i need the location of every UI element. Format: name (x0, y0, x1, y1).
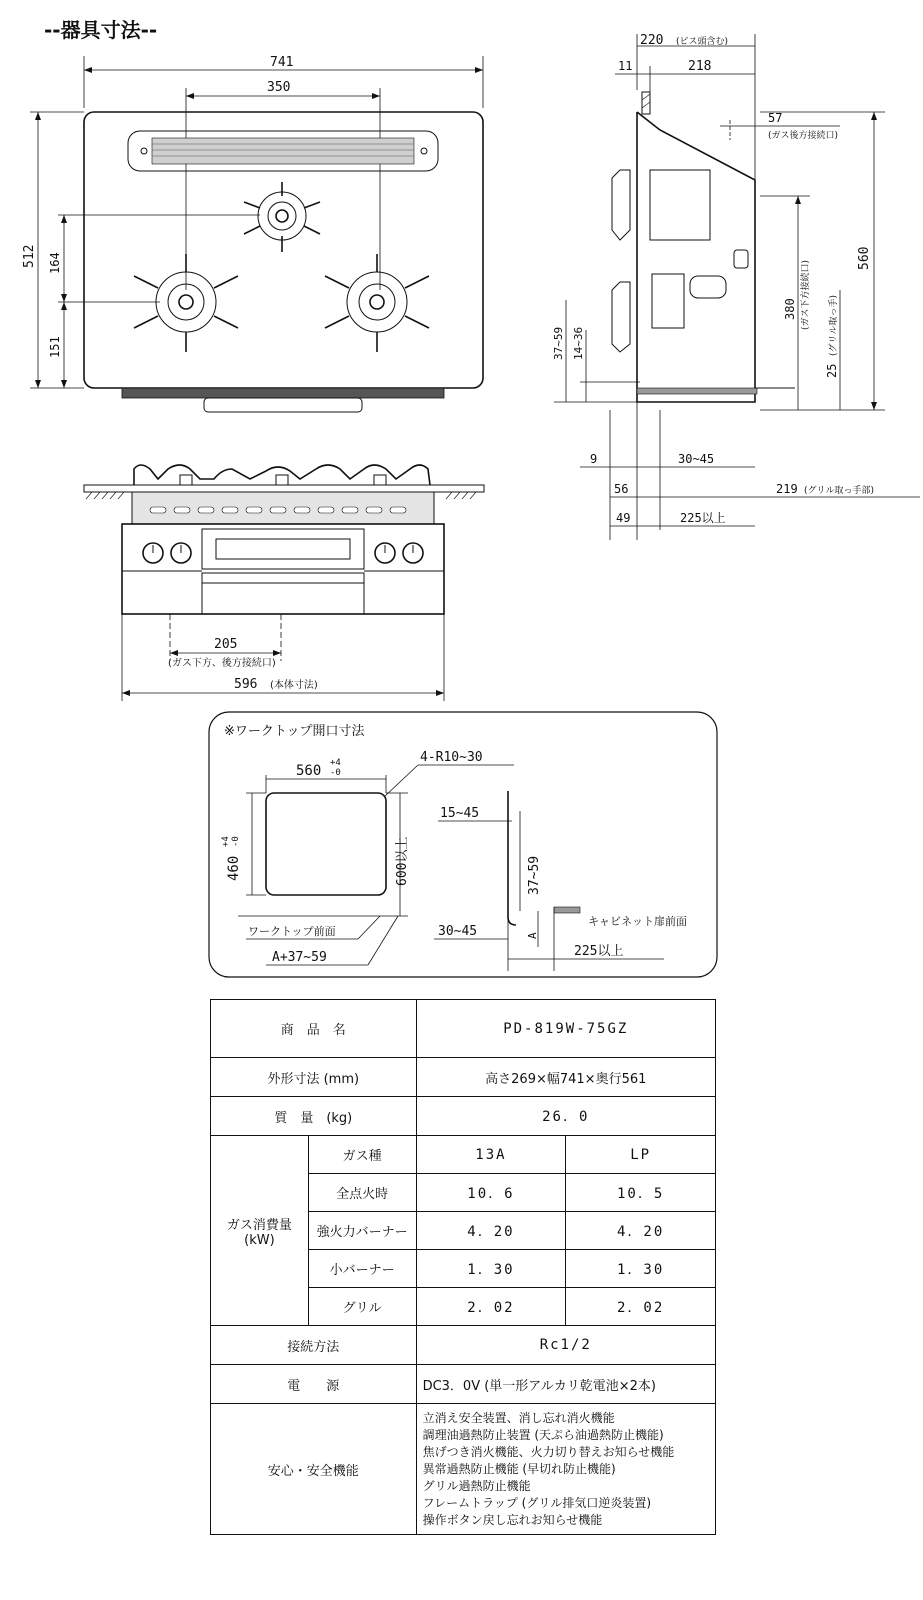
gas-row-lp: 2．02 (566, 1288, 716, 1326)
gas-group-label: ガス消費量 (kW) (211, 1136, 309, 1326)
mass-value: 26．0 (416, 1097, 715, 1136)
opening-heading: ※ワークトップ開口寸法 (224, 724, 365, 739)
opening-15-45: 15~45 (440, 806, 480, 821)
gas-row-label: 全点火時 (308, 1174, 416, 1212)
opening-width-tol-minus: -0 (330, 768, 341, 778)
dim-25-note: (グリル取っ手) (829, 294, 839, 356)
name-label: 商 品 名 (211, 1000, 417, 1058)
dim-9: 9 (590, 452, 598, 466)
dim-151: 151 (48, 336, 62, 358)
dim-741: 741 (270, 55, 294, 70)
gas-row-13a: 4．20 (416, 1212, 566, 1250)
dim-219-note: (グリル取っ手部) (804, 486, 875, 496)
opening-225: 225以上 (574, 944, 624, 959)
name-value: PD-819W-75GZ (416, 1000, 715, 1058)
dim-225: 225以上 (680, 511, 726, 525)
gas-row-lp: 10．5 (566, 1174, 716, 1212)
dim-596: 596 (234, 677, 258, 692)
dim-56: 56 (614, 482, 629, 496)
dim-57-note: (ガス後方接続口) (768, 131, 839, 141)
conn-label: 接続方法 (211, 1326, 417, 1365)
gas-row-label: グリル (308, 1288, 416, 1326)
opening-a-range: A+37~59 (272, 950, 327, 965)
rear-burner-icon (244, 182, 320, 252)
opening-600: 600以上 (395, 836, 410, 886)
safety-item: グリル過熱防止機能 (422, 1478, 531, 1493)
dim-205: 205 (214, 637, 238, 652)
safety-item: 焦げつき消火機能、火力切り替えお知らせ機能 (422, 1444, 675, 1459)
opening-30-45: 30~45 (438, 924, 478, 939)
gas-row-label: 強火力バーナー (308, 1212, 416, 1250)
side-view-drawing (540, 30, 923, 550)
dim-164: 164 (48, 252, 62, 274)
left-knob-icon (143, 543, 191, 563)
safety-list (416, 1404, 715, 1535)
dim-11: 11 (618, 59, 633, 73)
opening-37-59: 37~59 (527, 855, 542, 895)
opening-width-tol-plus: +4 (330, 758, 341, 768)
dim-37-59: 37~59 (552, 326, 565, 360)
dim-57: 57 (768, 111, 783, 125)
top-view-drawing (0, 0, 520, 440)
dim-219: 219 (776, 482, 798, 496)
gas-row-13a: 10．6 (416, 1174, 566, 1212)
spec-table (210, 999, 716, 1535)
right-burner-icon (325, 254, 429, 352)
size-value: 高さ269×幅741×奥行561 (416, 1058, 715, 1097)
gas-row-label: 小バーナー (308, 1250, 416, 1288)
gas-row-label: ガス種 (308, 1136, 416, 1174)
gas-row-13a: 13A (416, 1136, 566, 1174)
dim-380-note: (ガス下方接続口) (801, 259, 811, 330)
mass-label: 質 量 (kg) (211, 1097, 417, 1136)
opening-width: 560 (296, 763, 322, 779)
opening-height-tol-plus: +4 (221, 836, 231, 847)
dim-205-note: (ガス下方、後方接続口) (168, 658, 276, 669)
dim-380: 380 (783, 298, 797, 320)
safety-item: 異常過熱防止機能 (早切れ防止機能) (422, 1461, 616, 1476)
safety-label: 安心・安全機能 (211, 1404, 417, 1535)
conn-value: Rc1/2 (416, 1326, 715, 1365)
safety-item: 操作ボタン戻し忘れお知らせ機能 (422, 1512, 603, 1527)
opening-a: A (526, 932, 539, 939)
left-burner-icon (134, 254, 238, 352)
dim-512: 512 (22, 244, 37, 268)
opening-cabinet-label: キャビネット扉前面 (588, 915, 687, 928)
safety-item: 調理油過熱防止装置 (天ぷら油過熱防止機能) (422, 1427, 664, 1442)
power-label: 電 源 (211, 1365, 417, 1404)
dim-350: 350 (267, 80, 291, 95)
gas-row-13a: 2．02 (416, 1288, 566, 1326)
opening-height: 460 (226, 855, 242, 881)
gas-row-lp: LP (566, 1136, 716, 1174)
gas-row-lp: 4．20 (566, 1212, 716, 1250)
front-view-drawing (0, 455, 520, 705)
opening-radius: 4-R10~30 (420, 750, 483, 765)
gas-row-13a: 1．30 (416, 1250, 566, 1288)
page-title: --器具寸法-- (44, 18, 158, 42)
opening-front-label: ワークトップ前面 (248, 925, 336, 938)
opening-panel (208, 711, 718, 979)
dim-218: 218 (688, 59, 712, 74)
dim-220-note: (ビス頭含む) (676, 37, 729, 47)
dim-560: 560 (857, 246, 872, 270)
dim-220: 220 (640, 33, 664, 48)
safety-item: 立消え安全装置、消し忘れ消火機能 (422, 1410, 615, 1425)
dim-596-note: (本体寸法) (270, 680, 318, 691)
size-label: 外形寸法 (mm) (211, 1058, 417, 1097)
dim-30-45: 30~45 (678, 452, 715, 466)
right-knob-icon (375, 543, 423, 563)
safety-item: フレームトラップ (グリル排気口逆炎装置) (422, 1495, 652, 1510)
dim-49: 49 (616, 511, 631, 525)
dim-14-36: 14~36 (572, 326, 585, 360)
power-value: DC3．0V (単一形アルカリ乾電池×2本) (416, 1365, 715, 1404)
dim-25: 25 (825, 363, 839, 378)
opening-height-tol-minus: -0 (231, 836, 241, 847)
gas-row-lp: 1．30 (566, 1250, 716, 1288)
